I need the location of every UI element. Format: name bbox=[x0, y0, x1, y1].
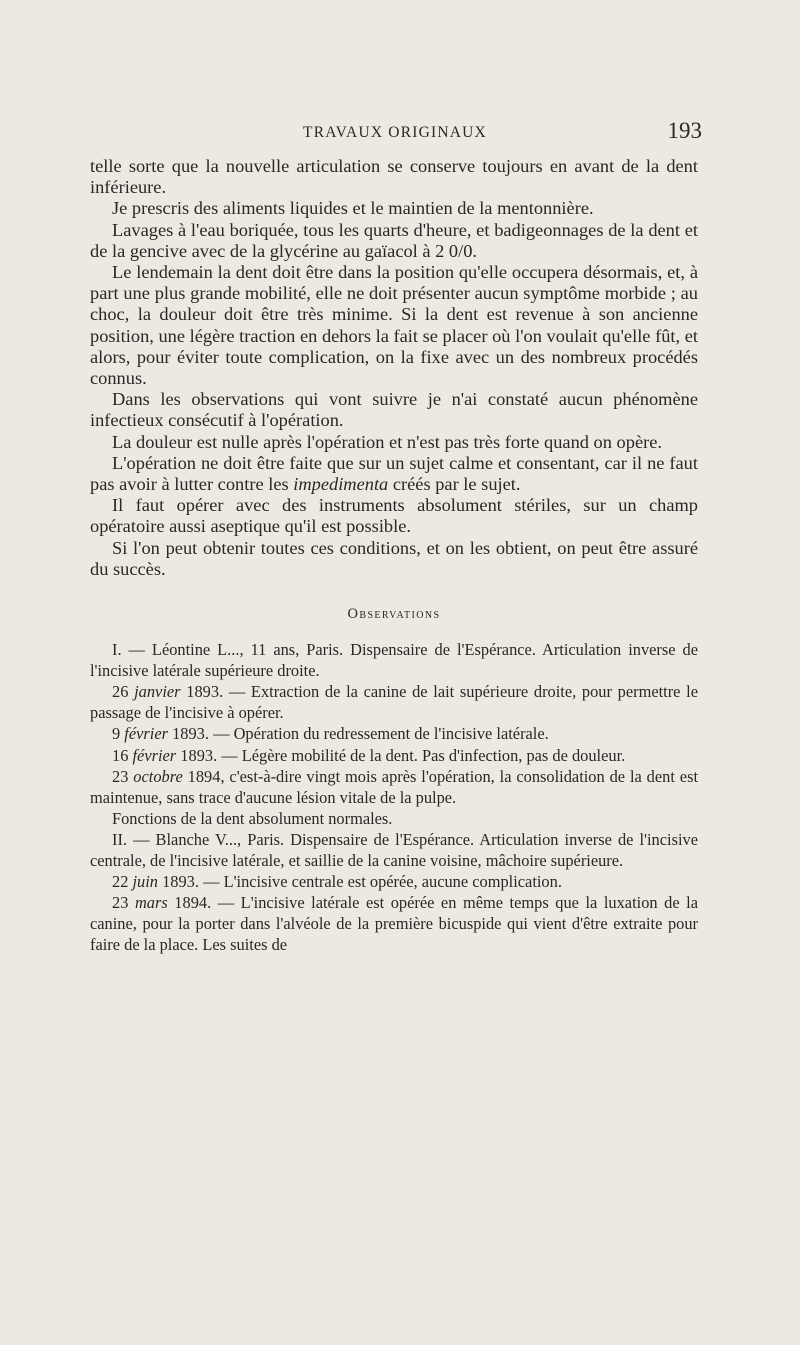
text-run: 1893. — L'incisive centrale est opérée, aucune complication. bbox=[158, 871, 562, 891]
date-month: janvier bbox=[134, 682, 181, 702]
date-month: mars bbox=[134, 892, 168, 912]
observation-entry bbox=[90, 745, 698, 766]
paragraph: Il faut opérer avec des instruments absolument stériles, sur un champ opératoire aussi aseptique qu'il est possible. bbox=[90, 495, 698, 537]
text-run: 1893. — Légère mobilité de la dent. Pas d'infection, pas de douleur. bbox=[176, 745, 626, 765]
paragraph: Le lendemain la dent doit être dans la position qu'elle occupera désormais, et, à part une plus grande mobilité, elle ne doit présenter aucun symptôme morbide ; au choc, la douleur doit être très minime. Si la dent est revenue à son ancienne position, une légère traction en dehors la fait se placer où l'on voulait qu'elle fût, et alors, pour éviter toute complication, on la fixe avec un des nombreux procédés connus. bbox=[90, 262, 698, 389]
paragraph: Je prescris des aliments liquides et le maintien de la mentonnière. bbox=[112, 198, 594, 219]
paragraph: Si l'on peut obtenir toutes ces conditions, et on les obtient, on peut être assuré du succès. bbox=[90, 537, 698, 579]
date-month: février bbox=[124, 724, 168, 744]
paragraph: Dans les observations qui vont suivre je n'ai constaté aucun phénomène infectieux consécutif à l'opération. bbox=[90, 389, 698, 431]
text-run: 1894. — L'incisive latérale est opérée en même temps que la luxation de la canine, pour la porter dans l'alvéole de la première bicuspide qui vient d'être extraite pour faire de la place. Les suites de bbox=[90, 892, 698, 954]
paragraph bbox=[90, 453, 698, 495]
date-day: 26 bbox=[112, 682, 135, 702]
observation-entry: Fonctions de la dent absolument normales. bbox=[112, 808, 393, 828]
text-run: 1894, c'est-à-dire vingt mois après l'opération, la consolidation de la dent est maintenue, sans trace d'aucune lésion vitale de la pulpe. bbox=[90, 766, 698, 807]
text-run: 1893. — Opération du redressement de l'incisive latérale. bbox=[168, 724, 549, 744]
observation-entry: II. — Blanche V..., Paris. Dispensaire de l'Espérance. Articulation inverse de l'incisive centrale, de l'incisive latérale, et saillie de la canine voisine, mâchoire supérieure. bbox=[90, 829, 698, 870]
observations-section bbox=[90, 639, 698, 955]
date-day: 23 bbox=[112, 892, 135, 912]
observation-entry bbox=[90, 766, 698, 808]
date-day: 16 bbox=[112, 745, 133, 765]
observation-entry: I. — Léontine L..., 11 ans, Paris. Dispensaire de l'Espérance. Articulation inverse de l'incisive latérale supérieure droite. bbox=[90, 640, 698, 681]
date-month: juin bbox=[132, 871, 158, 891]
running-title: TRAVAUX ORIGINAUX bbox=[303, 124, 487, 141]
text-run: L'opération ne doit être faite que sur un sujet calme et consentant, car il ne faut pas avoir à lutter contre les bbox=[90, 452, 698, 495]
date-month: octobre bbox=[133, 766, 183, 786]
observation-entry bbox=[90, 681, 698, 723]
date-day: 23 bbox=[112, 766, 134, 786]
section-title: Observations bbox=[347, 606, 441, 623]
paragraph: La douleur est nulle après l'opération et n'est pas très forte quand on opère. bbox=[112, 431, 662, 452]
text-run: créés par le sujet. bbox=[388, 474, 521, 495]
observation-entry bbox=[90, 723, 698, 744]
date-day: 9 bbox=[112, 724, 125, 744]
date-day: 22 bbox=[112, 871, 133, 891]
observation-entry bbox=[90, 892, 698, 955]
page-number: 193 bbox=[667, 118, 702, 143]
body-text bbox=[90, 156, 698, 955]
paragraph: Lavages à l'eau boriquée, tous les quarts d'heure, et badigeonnages de la dent et de la gencive avec de la glycérine au gaïacol à 2 0/0. bbox=[90, 219, 698, 261]
observation-entry bbox=[90, 871, 698, 892]
date-month: février bbox=[132, 745, 177, 765]
page-header bbox=[90, 118, 700, 148]
paragraph: telle sorte que la nouvelle articulation se conserve toujours en avant de la dent inférieure. bbox=[90, 156, 698, 198]
text-run: 1893. — Extraction de la canine de lait supérieure droite, pour permettre le passage de l'incisive à opérer. bbox=[90, 682, 698, 723]
italic-term: impedimenta bbox=[293, 474, 389, 495]
